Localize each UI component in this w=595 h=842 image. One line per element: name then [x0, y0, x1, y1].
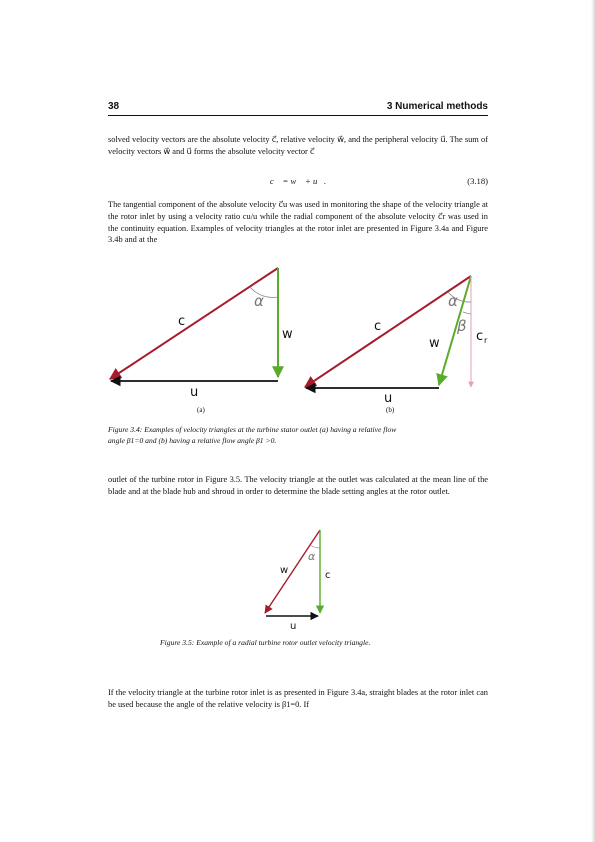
figure-3-4-caption — [108, 424, 488, 446]
triangle-35-alpha-label: α — [308, 550, 316, 563]
paragraph-2: The tangential component of the absolute velocity c⃗u was used in monitoring the shape of the velocity triangle at the rotor inlet by using a velocity ratio cu/u while the radial component of the absolute velocity c⃗r was used in the continuity equation. Examples of velocity triangles at the rotor inlet are presented in Figure 3.4a and Figure 3.4b and at the — [108, 200, 488, 245]
paragraph-3: outlet of the turbine rotor in Figure 3.5. The velocity triangle at the outlet was calculated at the mean line of the blade and at the blade hub and shroud in order to determine the blade setting angles at the rotor outlet. — [108, 475, 488, 496]
triangle-35-w-vector — [265, 530, 320, 613]
triangle-b-cr-label: c — [476, 329, 484, 344]
triangle-35-u-label: u — [290, 621, 297, 632]
triangle-b-c-label: c — [374, 319, 382, 334]
triangle-35-alpha-arc — [310, 545, 320, 548]
triangle-b-c-vector — [305, 276, 471, 387]
triangle-b-beta-label: β — [457, 317, 467, 335]
figure-3-5 — [265, 530, 331, 632]
paragraph-1: solved velocity vectors are the absolute velocity c⃗, relative velocity w⃗, and the peripheral velocity u⃗. The sum of velocity vectors w⃗ and u⃗ forms the absolute velocity vector c⃗ — [108, 135, 488, 156]
figure-3-5-caption: Figure 3.5: Example of a radial turbine rotor outlet velocity triangle. — [160, 638, 371, 647]
triangle-b-beta-arc — [463, 312, 471, 314]
triangle-b-alpha-label: α — [448, 292, 458, 310]
equation-number: (3.18) — [467, 176, 488, 186]
chapter-title: 3 Numerical methods — [386, 101, 488, 112]
triangle-b-u-label: u — [384, 391, 393, 406]
triangle-35-w-label: w — [280, 565, 289, 576]
figure-3-4-caption-line-2: angle β1=0 and (b) having a relative flow angle β1 >0. — [108, 436, 277, 445]
triangle-b — [305, 276, 488, 414]
equation-body: c⃗ = w⃗ + u⃗. — [269, 176, 327, 186]
triangle-a-w-label: w — [282, 327, 293, 342]
figure-3-4-sublabel-b: (b) — [386, 406, 395, 414]
page-number: 38 — [108, 101, 120, 112]
triangle-a-c-label: c — [178, 314, 186, 329]
paragraph-4: If the velocity triangle at the turbine rotor inlet is as presented in Figure 3.4a, straight blades at the rotor inlet can be used because the angle of the relative velocity is β1=0. If — [108, 688, 488, 709]
triangle-a-u-label: u — [190, 385, 199, 400]
figure-3-4-sublabel-a: (a) — [197, 406, 205, 414]
triangle-a — [110, 268, 293, 414]
triangle-b-w-label: w — [429, 336, 440, 351]
triangle-35-c-label: c — [325, 570, 331, 581]
figure-3-4-caption-line-1: Figure 3.4: Examples of velocity triangles at the turbine stator outlet (a) having a relative flow — [108, 425, 397, 434]
triangle-a-c-vector — [110, 268, 278, 379]
triangle-b-cr-sub-label: r — [484, 336, 488, 345]
triangle-a-alpha-label: α — [254, 292, 264, 310]
